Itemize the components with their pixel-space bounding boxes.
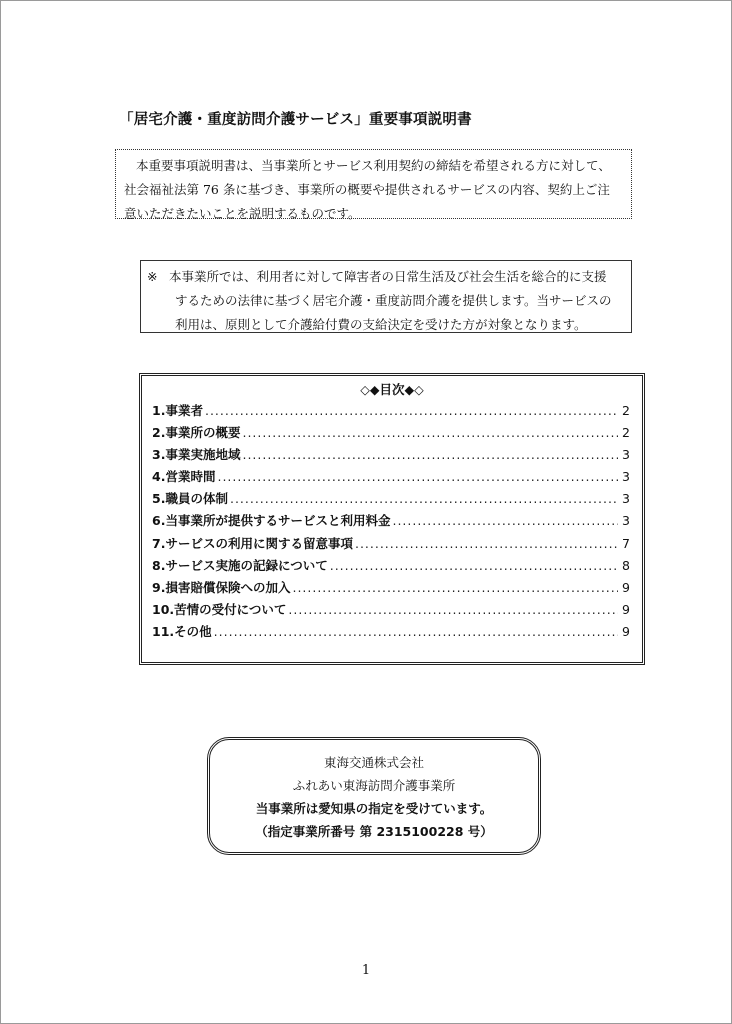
toc-item-number: 8. bbox=[152, 557, 166, 573]
toc-item[interactable] bbox=[152, 423, 630, 445]
intro-line: 本重要事項説明書は、当事業所とサービス利用契約の締結を希望される方に対して、 bbox=[136, 158, 611, 173]
toc-item-label: サービスの利用に関する留意事項 bbox=[165, 535, 353, 551]
toc-item-label: 事業所の概要 bbox=[165, 425, 241, 441]
toc-item-label: 当事業所が提供するサービスと利用料金 bbox=[165, 513, 391, 529]
toc-leader-dots bbox=[230, 491, 618, 506]
toc-leader-dots bbox=[330, 558, 618, 573]
toc-item[interactable] bbox=[152, 401, 630, 423]
toc-item[interactable] bbox=[152, 445, 630, 467]
designation-text: 当事業所は愛知県の指定を受けています。 bbox=[255, 801, 493, 816]
toc-leader-dots bbox=[355, 536, 618, 551]
toc-item[interactable] bbox=[152, 600, 630, 622]
toc-leader-dots bbox=[292, 580, 618, 595]
toc-list bbox=[152, 401, 630, 644]
toc-item[interactable] bbox=[152, 622, 630, 644]
note-line: 利用は、原則として介護給付費の支給決定を受けた方が対象となります。 bbox=[175, 317, 587, 332]
toc-item-page: 3 bbox=[622, 469, 630, 485]
note-line: するための法律に基づく居宅介護・重度訪問介護を提供します。当サービスの bbox=[175, 293, 612, 308]
intro-box bbox=[115, 149, 632, 219]
toc-item-page: 7 bbox=[622, 535, 630, 551]
toc-leader-dots bbox=[205, 403, 618, 418]
toc-item-number: 7. bbox=[152, 535, 166, 551]
company-name: 東海交通株式会社 bbox=[323, 755, 424, 770]
toc-item-page: 9 bbox=[622, 623, 630, 639]
toc-item[interactable] bbox=[152, 467, 630, 489]
toc-item-number: 1. bbox=[152, 403, 166, 418]
toc-item-label: 苦情の受付について bbox=[174, 601, 287, 617]
note-line: 本事業所では、利用者に対して障害者の日常生活及び社会生活を総合的に支援 bbox=[169, 269, 607, 284]
toc-item-label: 事業実施地域 bbox=[165, 447, 241, 463]
toc-item-number: 5. bbox=[152, 491, 166, 507]
toc-item[interactable] bbox=[152, 578, 630, 600]
toc-item[interactable] bbox=[152, 556, 630, 578]
toc-item-label: 職員の体制 bbox=[165, 491, 228, 507]
toc-item-page: 3 bbox=[622, 447, 630, 463]
toc-item-number: 9. bbox=[152, 579, 166, 595]
designation-number: （指定事業所番号 第 2315100228 号） bbox=[255, 824, 493, 839]
table-of-contents bbox=[139, 373, 645, 665]
toc-item-number: 3. bbox=[152, 447, 166, 463]
toc-item-number: 6. bbox=[152, 513, 166, 529]
toc-item[interactable] bbox=[152, 534, 630, 556]
toc-item-page: 3 bbox=[622, 513, 630, 529]
toc-item-number: 4. bbox=[152, 469, 166, 485]
toc-heading: ◇◆目次◆◇ bbox=[360, 382, 424, 397]
toc-item-label: 事業者 bbox=[165, 403, 203, 418]
toc-item-page: 9 bbox=[622, 601, 630, 617]
toc-item[interactable] bbox=[152, 511, 630, 533]
intro-line: 社会福祉法第 76 条に基づき、事業所の概要や提供されるサービスの内容、契約上ご注 bbox=[124, 182, 610, 197]
note-box bbox=[140, 260, 632, 333]
toc-item-label: 営業時間 bbox=[165, 469, 216, 485]
toc-leader-dots bbox=[288, 602, 618, 617]
toc-item-number: 2. bbox=[152, 425, 166, 441]
toc-item-page: 2 bbox=[622, 425, 630, 441]
office-info-box bbox=[207, 737, 541, 855]
toc-item-label: その他 bbox=[174, 623, 212, 639]
toc-item-label: サービス実施の記録について bbox=[165, 557, 328, 573]
toc-leader-dots bbox=[214, 624, 618, 639]
toc-item-page: 8 bbox=[622, 557, 630, 573]
toc-item-number: 11. bbox=[152, 623, 175, 639]
intro-line: 意いただきたいことを説明するものです。 bbox=[124, 206, 361, 221]
toc-item-number: 10. bbox=[152, 601, 175, 617]
note-mark: ※ bbox=[147, 269, 158, 284]
toc-item[interactable] bbox=[152, 489, 630, 511]
toc-item-label: 損害賠償保険への加入 bbox=[165, 579, 291, 595]
toc-item-page: 2 bbox=[622, 403, 630, 418]
document-title: 「居宅介護・重度訪問介護サービス」重要事項説明書 bbox=[119, 112, 472, 128]
toc-item-page: 3 bbox=[622, 491, 630, 507]
toc-leader-dots bbox=[242, 425, 618, 440]
page-number: 1 bbox=[361, 963, 371, 978]
toc-leader-dots bbox=[392, 513, 618, 528]
toc-leader-dots bbox=[242, 447, 618, 462]
toc-item-page: 9 bbox=[622, 579, 630, 595]
toc-leader-dots bbox=[217, 469, 618, 484]
office-name: ふれあい東海訪問介護事業所 bbox=[292, 778, 456, 793]
